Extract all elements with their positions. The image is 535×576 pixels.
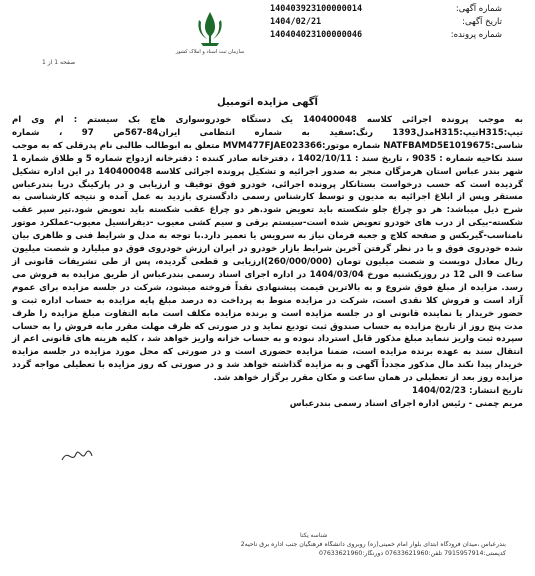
notice-date-label: تاریخ آگهی: [462, 17, 502, 27]
publish-date-line [12, 385, 523, 398]
file-number-label: شماره پرونده: [450, 30, 502, 40]
footer-address: بندرعباس ،میدان فرودگاه ابتدای بلوار امام خمینی(ره) روبروی دانشگاه فرهنگیان جنب اداره برق ناحیه2 [240, 541, 506, 548]
page-number: صفحه 1 از 1 [42, 59, 76, 66]
notice-number-row [270, 4, 502, 17]
notice-body [12, 114, 523, 411]
body-paragraph: به موجب پرونده اجرائی کلاسه 140400048 یک دستگاه خودروسواری هاچ بک سیستم : ام وی ام تیپ:H315تیپ:H315مدل1393 رنگ:سفید به شماره انتظامی ایران84-567ص 97 ، شماره شاسی:NATFBAMD5E1019675 شماره موتور:MVM477FJAE023366 متعلق به ابوطالب طالبی نام پدرقلی که به موجب سند نکاحیه شماره : 9035 ، تاریخ سند : 1402/10/11 ، دفترخانه صادر کننده : دفترخانه ازدواج شماره 5 و طلاق شماره 1 شهر بندر عباس استان هرمزگان منجر به صدور اجرائیه و تشکیل پرونده اجرائی کلاسه 140400048 در این اداره تشکیل گردیده است که حسب درخواست بستانکار پرونده اجرائی، خودرو فوق توقیف و ارزیابی و در پارکینگ دریا بندرعباس مستقر وپس از ابلاغ اجرائیه به مدیون و توسط کارشناس رسمی دادگستری بازدید به عمل آمده و نتیجه کارشناسی به شرح ذیل میباشد: هر دو چراغ جلو شکسته باید تعویض شود.هر دو چراغ عقب شکسته باید تعویض شود.تیر سپر عقب شکسته-بیکی از درب های خودرو تعویض شده است-سیستم برقی و سیم کشی معیوب -دیفرانسیل معیوب-عملکرد موتور نامناسب-گیربکس و صفحه کلاچ و جعبه فرمان نیاز به سرویس یا تعمیر دارد.با توجه به مدل و شرایط فنی و ظاهری بیان شده خودروی فوق و با در نظر گرفتن آخرین شرایط بازار خودرو در ایران ارزش خودروی فوق دو میلیارد و شصت میلیون ریال معادل دویست و شصت میلیون تومان (260/000/000)ارزیابی و قطعی گردیده، پس از طی تشریفات قانونی از ساعت 9 الی 12 در روزیکشنبه مورخ 1404/03/04 در اداره اجرای اسناد رسمی بندرعباس از طریق مزایده به فروش می رسد. مزایده از مبلغ فوق شروع و به بالاترین قیمت پیشنهادی نقداً فروخته میشود، شرکت در جلسه مزایده برای عموم آزاد است و فروش کلا نقدی است، شرکت در مزایده منوط به پرداخت ده درصد مبلغ پایه مزایده به حساب اداره ثبت و حضور خریدار یا نماینده قانونی او در جلسه مزایده است و برنده مزایده مکلف است مابه التفاوت مبلغ مزایده را ظرف مدت پنج روز از تاریخ مزایده به حساب صندوق ثبت تودیع نماید و در صورتی که ظرف مهلت مقرر مابه فروش را به حساب سپرده ثبت واریز ننماید مبلغ مذکور قابل استرداد نبوده و به حساب خزانه واریز خواهد شد ، کلیه هزینه های قانونی اعم از انتقال سند به عهده برنده مزایده است، ضمنا مزایده حضوری است و در صورتی که محل مورد مزایده در جلسه مزایده خریدار پیدا نکند مال مذکور مجدداً آگهی و به مزایده گذاشته خواهد شد و در صورتی که روز مزایده با تعطیلی مواجه گردد مزایده روز بعد از تعطیلی در همان ساعت و مکان مقرر برگزار خواهد شد. [12, 115, 524, 384]
footer-contact: کدپستی:7915957914 تلفن:07633621960 دورنگار:07633621960 [318, 549, 506, 557]
document-title: آگهی مزایده اتومبیل [217, 97, 318, 108]
footer [26, 541, 506, 558]
notice-date: 1404/02/21 [270, 17, 322, 27]
file-number-row [270, 30, 502, 43]
notice-date-row [270, 17, 502, 30]
emblem [155, 10, 265, 55]
file-number: 140404023100000046 [270, 30, 363, 40]
notice-number-label: شماره آگهی: [455, 4, 502, 14]
publish-date: 1404/02/23 [412, 386, 467, 397]
publish-date-label: تاریخ انتشار: [469, 386, 523, 397]
footer-signature-note: شناسه یکتا [300, 532, 328, 539]
notice-meta [270, 4, 502, 43]
notice-number: 140403923100000014 [270, 4, 363, 14]
signatory: مریم چمنی - رئیس اداره اجرای اسناد رسمی بندرعباس [289, 398, 523, 409]
emblem-caption: سازمان ثبت اسناد و املاک کشور [175, 49, 245, 55]
signature-icon [60, 444, 94, 466]
emblem-icon [193, 10, 227, 48]
